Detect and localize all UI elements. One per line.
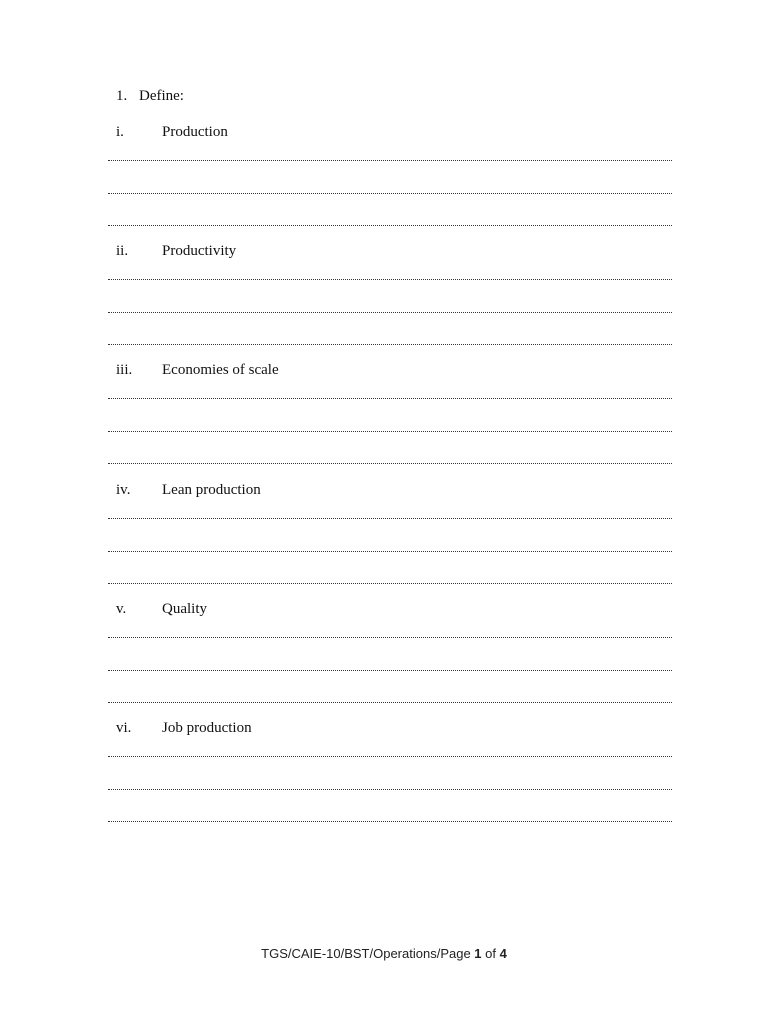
question-text: Define: [139, 88, 184, 104]
answer-line[interactable] [108, 312, 672, 313]
answer-line[interactable] [108, 583, 672, 584]
answer-line[interactable] [108, 756, 672, 757]
page-footer [0, 946, 768, 961]
answer-line[interactable] [108, 193, 672, 194]
item-term: Productivity [162, 243, 237, 260]
answer-line[interactable] [108, 398, 672, 399]
item-numeral: iv. [116, 481, 131, 498]
item-label [116, 122, 228, 142]
answer-line[interactable] [108, 518, 672, 519]
footer-page-total: 4 [499, 946, 507, 961]
item-label [116, 241, 236, 261]
item-label [116, 718, 252, 738]
question-number: 1. [116, 88, 128, 104]
answer-line[interactable] [108, 551, 672, 552]
item-term: Job production [162, 720, 252, 736]
answer-line[interactable] [108, 463, 672, 464]
footer-page-number: 1 [474, 946, 482, 961]
item-label [116, 480, 261, 500]
answer-line[interactable] [108, 821, 672, 822]
answer-line[interactable] [108, 160, 672, 161]
footer-prefix: TGS/CAIE-10/BST/Operations/Page [261, 946, 475, 961]
footer-of: of [481, 946, 500, 961]
item-term: Quality [162, 600, 207, 617]
answer-line[interactable] [108, 279, 672, 280]
answer-line[interactable] [108, 431, 672, 432]
answer-line[interactable] [108, 789, 672, 790]
answer-line[interactable] [108, 225, 672, 226]
question-heading [116, 86, 184, 106]
item-label [116, 360, 279, 380]
item-label [116, 599, 207, 619]
answer-line[interactable] [108, 637, 672, 638]
item-term: Production [162, 124, 228, 140]
item-term: Lean production [162, 481, 261, 498]
item-numeral: ii. [116, 243, 129, 260]
item-term: Economies of scale [162, 362, 279, 379]
item-numeral: v. [116, 600, 127, 617]
item-numeral: i. [116, 124, 124, 140]
answer-line[interactable] [108, 344, 672, 345]
answer-line[interactable] [108, 670, 672, 671]
item-numeral: vi. [116, 720, 132, 736]
answer-line[interactable] [108, 702, 672, 703]
item-numeral: iii. [116, 362, 133, 379]
